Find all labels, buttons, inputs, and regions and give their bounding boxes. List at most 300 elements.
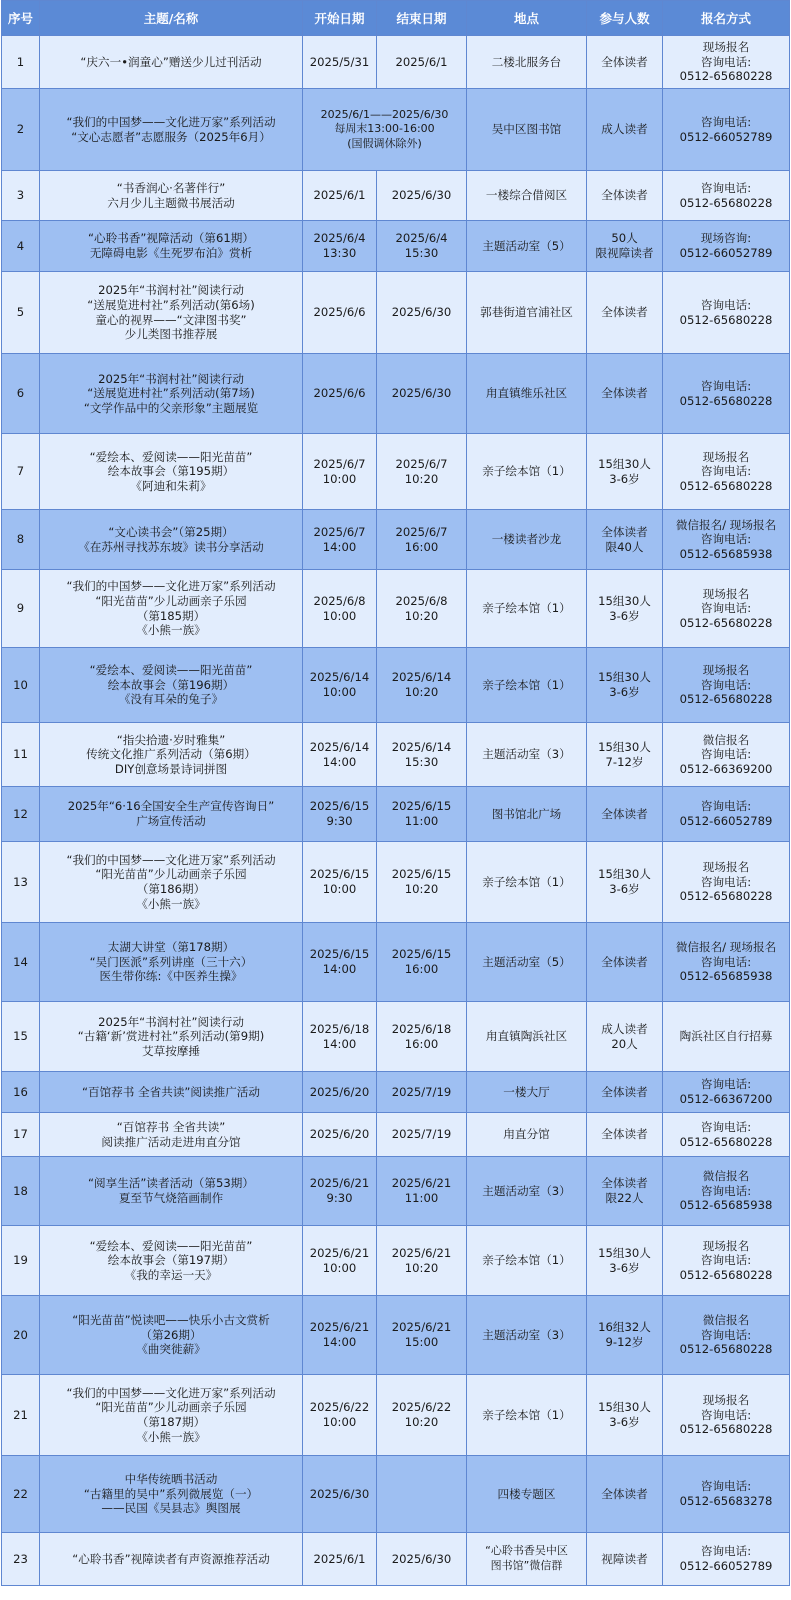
row-number-text: 11 xyxy=(13,747,28,762)
place-cell xyxy=(467,354,587,434)
theme-cell xyxy=(40,1157,303,1226)
people-cell xyxy=(587,570,663,648)
end-date-cell-line: 2025/6/4 xyxy=(395,231,448,246)
theme-cell xyxy=(40,354,303,434)
header-row xyxy=(2,1,790,36)
theme-cell xyxy=(40,1456,303,1533)
start-date-cell xyxy=(303,1157,377,1226)
theme-cell-line: （第186期） xyxy=(136,882,206,896)
signup-cell-line: 0512-65685938 xyxy=(679,1198,773,1213)
start-date-cell-line: 14:00 xyxy=(322,1036,357,1051)
signup-cell-line: 0512-66052789 xyxy=(679,129,773,144)
signup-cell xyxy=(663,1456,790,1533)
table-row xyxy=(2,171,790,221)
table-row xyxy=(2,723,790,787)
end-date-cell xyxy=(377,1226,467,1296)
signup-cell-line: 咨询电话: xyxy=(700,1119,752,1134)
row-number xyxy=(2,1072,40,1113)
end-date-cell-line: 16:00 xyxy=(404,1036,439,1051)
end-date-cell-line: 2025/6/15 xyxy=(391,799,452,814)
place-cell-line: 亲子绘本馆（1） xyxy=(482,677,571,692)
theme-cell-line: “文心志愿者”志愿服务（2025年6月） xyxy=(71,129,271,144)
theme-cell-line: “古籍里的吴中”系列微展览（一） xyxy=(83,1486,259,1501)
people-cell xyxy=(587,171,663,221)
place-cell-line: 亲子绘本馆（1） xyxy=(482,1407,571,1422)
signup-cell xyxy=(663,221,790,272)
signup-cell-line: 现场报名 xyxy=(702,586,750,601)
row-number xyxy=(2,648,40,723)
people-cell-line: 3-6岁 xyxy=(609,685,640,699)
theme-cell-line: 2025年“6·16全国安全生产宣传咨询日” xyxy=(67,799,275,814)
table-row xyxy=(2,923,790,1002)
signup-cell-line: 咨询电话: xyxy=(700,1183,752,1198)
end-date-cell-line: 2025/6/14 xyxy=(391,739,452,754)
table-row xyxy=(2,1296,790,1375)
end-date-cell-line: 10:20 xyxy=(404,1415,439,1429)
people-cell-line: 3-6岁 xyxy=(609,608,640,623)
date-range-cell-line: 每周末13:00-16:00 xyxy=(334,122,435,136)
start-date-cell-line: 14:00 xyxy=(322,962,357,976)
signup-cell-line: 微信报名/ 现场报名 xyxy=(675,940,777,955)
row-number-text: 9 xyxy=(16,601,25,616)
people-cell-line: 15组30人 xyxy=(598,593,651,608)
people-cell-line: 全体读者 xyxy=(601,1486,648,1501)
signup-cell xyxy=(663,1296,790,1375)
end-date-cell-line: 2025/6/7 xyxy=(395,456,448,471)
start-date-cell-line: 10:00 xyxy=(322,1260,357,1275)
signup-cell xyxy=(663,434,790,510)
end-date-cell xyxy=(377,842,467,923)
theme-cell-line: “阳光苗苗”少儿动画亲子乐园 xyxy=(95,593,247,608)
place-cell-line: 主题活动室（3） xyxy=(482,1183,571,1198)
place-cell-line: 甪直分馆 xyxy=(503,1127,550,1142)
people-cell xyxy=(587,272,663,354)
end-date-cell-line: 2025/6/30 xyxy=(391,1551,452,1566)
theme-cell-line: “文心读书会”（第25期） xyxy=(108,524,234,539)
signup-cell xyxy=(663,1072,790,1113)
start-date-cell xyxy=(303,36,377,89)
theme-cell-line: “我们的中国梦——文化进万家”系列活动 xyxy=(66,114,276,129)
place-cell xyxy=(467,648,587,723)
theme-cell-line: 2025年“书润村社”阅读行动 xyxy=(98,283,244,298)
table-row xyxy=(2,434,790,510)
theme-cell-line: 太湖大讲堂（第178期） xyxy=(107,940,235,955)
end-date-cell-line: 11:00 xyxy=(404,1191,439,1205)
theme-cell-line: 六月少儿主题微书展活动 xyxy=(107,195,235,210)
row-number-text: 5 xyxy=(16,305,25,320)
theme-cell xyxy=(40,1113,303,1157)
place-cell-line: 亲子绘本馆（1） xyxy=(482,601,571,616)
row-number-text: 14 xyxy=(13,954,28,969)
end-date-cell-line: 2025/6/30 xyxy=(391,305,452,320)
place-cell-line: 图书馆”微信群 xyxy=(490,1559,563,1572)
place-cell-line: 主题活动室（5） xyxy=(482,238,571,253)
theme-cell-line: ——民国《吴县志》舆图展 xyxy=(101,1501,241,1516)
start-date-cell-line: 2025/6/22 xyxy=(309,1400,370,1415)
place-cell xyxy=(467,89,587,171)
start-date-cell-line: 14:00 xyxy=(322,539,357,554)
end-date-cell-line: 2025/6/1 xyxy=(395,54,448,69)
row-number xyxy=(2,36,40,89)
place-cell-line: 一楼综合借阅区 xyxy=(485,188,568,203)
place-cell-line: 四楼专题区 xyxy=(497,1486,556,1501)
end-date-cell xyxy=(377,787,467,842)
place-cell xyxy=(467,570,587,648)
place-cell xyxy=(467,171,587,221)
end-date-cell-line: 2025/6/18 xyxy=(391,1021,452,1036)
people-cell xyxy=(587,923,663,1002)
people-cell xyxy=(587,1533,663,1586)
place-cell-line: 图书馆北广场 xyxy=(491,806,562,821)
place-cell-line: 一楼读者沙龙 xyxy=(491,532,562,547)
start-date-cell xyxy=(303,272,377,354)
theme-cell-line: 无障碍电影《生死罗布泊》赏析 xyxy=(89,246,253,260)
people-cell xyxy=(587,1113,663,1157)
people-cell xyxy=(587,723,663,787)
end-date-cell xyxy=(377,1157,467,1226)
people-cell-line: 视障读者 xyxy=(601,1551,648,1566)
end-date-cell-line: 10:20 xyxy=(404,1260,439,1275)
start-date-cell-line: 10:00 xyxy=(322,882,357,896)
start-date-cell-line: 2025/6/6 xyxy=(313,386,366,401)
row-number xyxy=(2,89,40,171)
people-cell xyxy=(587,36,663,89)
signup-cell xyxy=(663,1226,790,1296)
row-number-text: 4 xyxy=(16,238,25,253)
theme-cell-line: “吴门医派”系列讲座（三十六） xyxy=(89,954,253,969)
theme-cell xyxy=(40,171,303,221)
people-cell-line: 全体读者 xyxy=(601,806,648,821)
people-cell-line: 全体读者 xyxy=(601,305,648,320)
people-cell-line: 15组30人 xyxy=(598,670,651,685)
place-cell xyxy=(467,1533,587,1586)
row-number xyxy=(2,842,40,923)
signup-cell xyxy=(663,1002,790,1072)
place-cell xyxy=(467,1456,587,1533)
place-cell-line: 亲子绘本馆（1） xyxy=(482,464,571,479)
start-date-cell xyxy=(303,1296,377,1375)
theme-cell xyxy=(40,272,303,354)
people-cell xyxy=(587,221,663,272)
signup-cell xyxy=(663,842,790,923)
end-date-cell-line: 15:30 xyxy=(404,246,439,260)
signup-cell-line: 0512-66052789 xyxy=(679,1559,773,1573)
place-cell-line: 亲子绘本馆（1） xyxy=(482,874,571,889)
row-number-text: 7 xyxy=(16,464,25,479)
start-date-cell-line: 2025/6/14 xyxy=(309,739,370,754)
end-date-cell xyxy=(377,648,467,723)
place-cell xyxy=(467,1226,587,1296)
table-row xyxy=(2,1113,790,1157)
place-cell-line: “心聆书香吴中区 xyxy=(485,1544,568,1558)
date-range-cell-line: 2025/6/1——2025/6/30 xyxy=(320,107,449,121)
signup-cell-line: 0512-65680228 xyxy=(679,615,773,630)
table-row xyxy=(2,1533,790,1586)
signup-cell-line: 咨询电话: xyxy=(700,464,752,479)
people-cell xyxy=(587,510,663,570)
people-cell-line: 15组30人 xyxy=(598,1245,651,1260)
people-cell-line: 20人 xyxy=(611,1036,638,1051)
row-number-text: 15 xyxy=(13,1029,28,1044)
theme-cell xyxy=(40,434,303,510)
people-cell-line: 7-12岁 xyxy=(605,754,644,769)
table-row xyxy=(2,354,790,434)
date-range-cell-line: (国假调休除外) xyxy=(347,136,422,150)
start-date-cell-line: 2025/6/7 xyxy=(313,524,366,539)
row-number-text: 16 xyxy=(13,1084,28,1099)
signup-cell-line: 咨询电话: xyxy=(700,747,752,762)
place-cell xyxy=(467,1002,587,1072)
header-place: 地点 xyxy=(467,1,587,36)
theme-cell xyxy=(40,1002,303,1072)
place-cell-line: 亲子绘本馆（1） xyxy=(482,1253,571,1268)
row-number-text: 1 xyxy=(16,54,25,69)
people-cell-line: 3-6岁 xyxy=(609,471,640,486)
signup-cell-line: 微信报名 xyxy=(702,1313,750,1328)
activity-schedule-table xyxy=(1,0,790,1586)
row-number xyxy=(2,434,40,510)
table-row xyxy=(2,221,790,272)
theme-cell xyxy=(40,1533,303,1586)
row-number-text: 20 xyxy=(13,1327,28,1342)
theme-cell-line: “心聆书香”视障读者有声资源推荐活动 xyxy=(72,1551,270,1566)
row-number-text: 8 xyxy=(16,532,25,547)
signup-cell-line: 0512-65685938 xyxy=(679,969,773,984)
end-date-cell xyxy=(377,1533,467,1586)
theme-cell-line: 绘本故事会（第196期） xyxy=(107,677,235,692)
table-row xyxy=(2,1456,790,1533)
signup-cell-line: 0512-66052789 xyxy=(679,814,773,828)
start-date-cell-line: 2025/6/30 xyxy=(309,1486,370,1501)
theme-cell xyxy=(40,1375,303,1456)
signup-cell-line: 微信报名/ 现场报名 xyxy=(675,517,777,532)
place-cell xyxy=(467,1296,587,1375)
place-cell xyxy=(467,510,587,570)
signup-cell-line: 现场报名 xyxy=(702,40,750,55)
row-number-text: 2 xyxy=(16,122,25,137)
signup-cell-line: 咨询电话: xyxy=(700,1479,752,1494)
signup-cell-line: 咨询电话: xyxy=(700,297,752,312)
theme-cell-line: （第26期） xyxy=(140,1327,202,1342)
row-number xyxy=(2,272,40,354)
end-date-cell-line: 2025/6/21 xyxy=(391,1176,452,1191)
theme-cell xyxy=(40,570,303,648)
theme-cell xyxy=(40,36,303,89)
row-number xyxy=(2,1296,40,1375)
end-date-cell xyxy=(377,1456,467,1533)
header-no: 序号 xyxy=(2,1,40,36)
end-date-cell xyxy=(377,272,467,354)
signup-cell-line: 0512-66367200 xyxy=(679,1092,773,1106)
end-date-cell xyxy=(377,434,467,510)
theme-cell-line: 医生带你练:《中医养生操》 xyxy=(99,969,243,984)
table-row xyxy=(2,1375,790,1456)
signup-cell xyxy=(663,570,790,648)
table-row xyxy=(2,89,790,171)
end-date-cell-line: 2025/6/15 xyxy=(391,947,452,962)
header-people: 参与人数 xyxy=(587,1,663,36)
place-cell xyxy=(467,787,587,842)
end-date-cell xyxy=(377,354,467,434)
theme-cell-line: “我们的中国梦——文化进万家”系列活动 xyxy=(66,1385,276,1400)
place-cell xyxy=(467,1072,587,1113)
place-cell-line: 吴中区图书馆 xyxy=(491,122,562,137)
place-cell xyxy=(467,1157,587,1226)
people-cell xyxy=(587,842,663,923)
signup-cell-line: 咨询电话: xyxy=(700,114,752,129)
table-row xyxy=(2,648,790,723)
signup-cell xyxy=(663,923,790,1002)
end-date-cell-line: 2025/6/21 xyxy=(391,1245,452,1260)
people-cell xyxy=(587,354,663,434)
signup-cell xyxy=(663,1157,790,1226)
theme-cell-line: 广场宣传活动 xyxy=(136,814,206,828)
theme-cell xyxy=(40,787,303,842)
people-cell-line: 全体读者 xyxy=(601,188,648,203)
row-number xyxy=(2,171,40,221)
signup-cell-line: 0512-65680228 xyxy=(679,1267,773,1282)
theme-cell-line: 绘本故事会（第195期） xyxy=(107,464,235,479)
people-cell-line: 15组30人 xyxy=(598,867,651,882)
signup-cell-line: 0512-65680228 xyxy=(679,692,773,707)
signup-cell-line: 现场报名 xyxy=(702,1393,750,1408)
row-number xyxy=(2,570,40,648)
signup-cell-line: 咨询电话: xyxy=(700,677,752,692)
signup-cell-line: 咨询电话: xyxy=(700,54,752,69)
end-date-cell-line: 15:30 xyxy=(404,754,439,769)
theme-cell xyxy=(40,221,303,272)
signup-cell xyxy=(663,648,790,723)
people-cell-line: 成人读者 xyxy=(601,122,648,137)
start-date-cell xyxy=(303,842,377,923)
start-date-cell-line: 2025/6/4 xyxy=(313,231,366,246)
signup-cell-line: 陶浜社区自行招募 xyxy=(679,1029,773,1044)
start-date-cell-line: 2025/6/20 xyxy=(309,1084,370,1099)
place-cell xyxy=(467,1113,587,1157)
start-date-cell-line: 2025/6/21 xyxy=(309,1245,370,1260)
signup-cell xyxy=(663,171,790,221)
header-signup: 报名方式 xyxy=(663,1,790,36)
row-number xyxy=(2,723,40,787)
end-date-cell xyxy=(377,723,467,787)
signup-cell xyxy=(663,510,790,570)
signup-cell-line: 咨询电话: xyxy=(700,1077,752,1092)
signup-cell xyxy=(663,1375,790,1456)
people-cell xyxy=(587,89,663,171)
start-date-cell xyxy=(303,1456,377,1533)
signup-cell-line: 咨询电话: xyxy=(700,1544,752,1559)
place-cell xyxy=(467,221,587,272)
people-cell-line: 全体读者 xyxy=(601,954,648,969)
theme-cell-line: 少儿类图书推荐展 xyxy=(124,327,218,342)
theme-cell xyxy=(40,842,303,923)
people-cell-line: 限22人 xyxy=(605,1191,644,1205)
people-cell-line: 15组30人 xyxy=(598,1400,651,1415)
place-cell xyxy=(467,434,587,510)
start-date-cell-line: 2025/6/18 xyxy=(309,1021,370,1036)
end-date-cell-line: 2025/6/30 xyxy=(391,188,452,203)
start-date-cell xyxy=(303,510,377,570)
theme-cell-line: DIY创意场景诗词拼图 xyxy=(114,761,228,776)
start-date-cell-line: 2025/6/15 xyxy=(309,799,370,814)
people-cell-line: 50人 xyxy=(611,231,638,246)
signup-cell xyxy=(663,89,790,171)
people-cell xyxy=(587,1072,663,1113)
signup-cell-line: 0512-65680228 xyxy=(679,69,773,84)
theme-cell xyxy=(40,89,303,171)
people-cell xyxy=(587,1157,663,1226)
signup-cell-line: 咨询电话: xyxy=(700,954,752,969)
theme-cell-line: “我们的中国梦——文化进万家”系列活动 xyxy=(66,852,276,867)
header-end-date: 结束日期 xyxy=(377,1,467,36)
theme-cell-line: “送展览进村社”系列活动(第6场) xyxy=(87,297,255,312)
place-cell-line: 郭巷街道官浦社区 xyxy=(480,305,573,320)
end-date-cell xyxy=(377,171,467,221)
end-date-cell-line: 15:00 xyxy=(404,1335,439,1349)
table-row xyxy=(2,36,790,89)
theme-cell-line: 2025年“书润村社”阅读行动 xyxy=(98,371,244,386)
row-number xyxy=(2,354,40,434)
start-date-cell-line: 10:00 xyxy=(322,471,357,486)
row-number xyxy=(2,1456,40,1533)
theme-cell xyxy=(40,1226,303,1296)
end-date-cell xyxy=(377,510,467,570)
start-date-cell xyxy=(303,434,377,510)
theme-cell-line: 艾草按摩捶 xyxy=(142,1043,200,1058)
theme-cell-line: “爱绘本、爱阅读——阳光苗苗” xyxy=(89,1238,253,1253)
theme-cell-line: 《曲突徙薪》 xyxy=(136,1342,206,1357)
end-date-cell-line: 2025/6/21 xyxy=(391,1320,452,1335)
table-row xyxy=(2,1002,790,1072)
theme-cell-line: “阅享生活”读者活动（第53期） xyxy=(88,1176,254,1191)
theme-cell-line: “阳光苗苗”悦读吧——快乐小古文赏析 xyxy=(72,1313,270,1328)
signup-cell-line: 0512-66052789 xyxy=(679,246,773,260)
people-cell-line: 成人读者 xyxy=(601,1021,648,1036)
start-date-cell-line: 2025/6/1 xyxy=(313,188,366,203)
table-row xyxy=(2,1072,790,1113)
row-number-text: 13 xyxy=(13,874,28,889)
place-cell-line: 主题活动室（3） xyxy=(482,747,571,762)
end-date-cell-line: 2025/7/19 xyxy=(391,1127,452,1142)
end-date-cell-line: 10:20 xyxy=(404,471,439,486)
end-date-cell xyxy=(377,1113,467,1157)
theme-cell-line: 夏至节气烧箔画制作 xyxy=(118,1191,224,1205)
signup-cell-line: 0512-66369200 xyxy=(679,761,773,776)
row-number-text: 12 xyxy=(13,806,28,821)
end-date-cell xyxy=(377,923,467,1002)
theme-cell-line: 传统文化推广系列活动（第6期） xyxy=(86,747,256,762)
date-range-cell xyxy=(303,89,467,171)
row-number xyxy=(2,1113,40,1157)
signup-cell xyxy=(663,723,790,787)
theme-cell-line: “爱绘本、爱阅读——阳光苗苗” xyxy=(89,449,253,464)
start-date-cell xyxy=(303,648,377,723)
theme-cell-line: 《在苏州寻找苏东坡》读书分享活动 xyxy=(78,539,264,554)
table-row xyxy=(2,272,790,354)
start-date-cell xyxy=(303,1226,377,1296)
table-row xyxy=(2,570,790,648)
people-cell-line: 全体读者 xyxy=(601,524,648,539)
start-date-cell-line: 10:00 xyxy=(322,1415,357,1429)
start-date-cell xyxy=(303,787,377,842)
row-number xyxy=(2,510,40,570)
signup-cell-line: 现场报名 xyxy=(702,449,750,464)
end-date-cell-line: 2025/7/19 xyxy=(391,1084,452,1099)
people-cell xyxy=(587,1226,663,1296)
start-date-cell xyxy=(303,1113,377,1157)
signup-cell-line: 0512-65685938 xyxy=(679,546,773,561)
signup-cell-line: 0512-65680228 xyxy=(679,1134,773,1149)
